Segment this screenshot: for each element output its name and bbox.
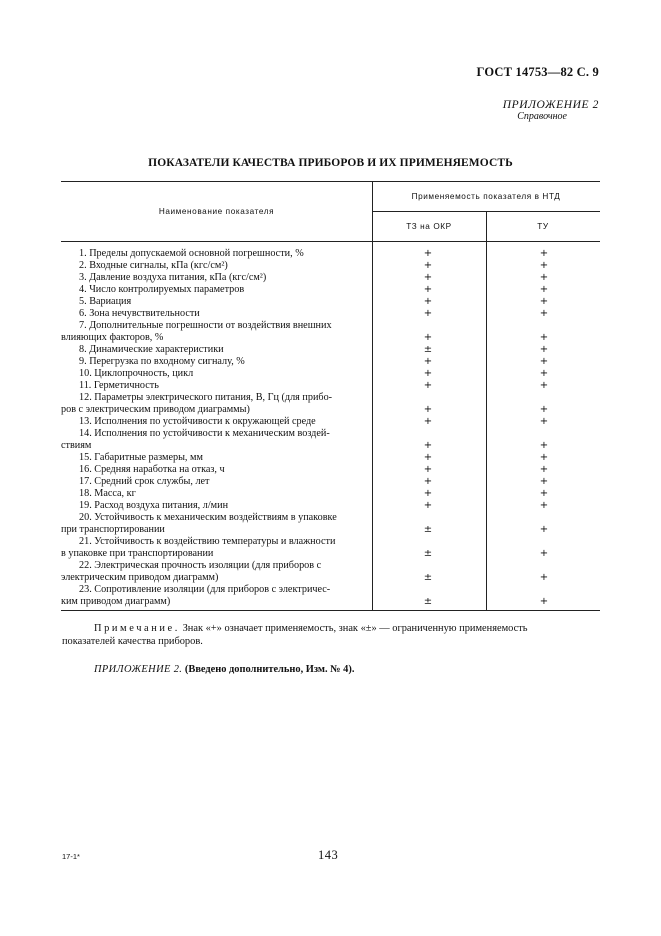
tu-applicability: + — [539, 368, 549, 379]
page-title: ПОКАЗАТЕЛИ КАЧЕСТВА ПРИБОРОВ И ИХ ПРИМЕНЯЕМОСТЬ — [148, 157, 513, 169]
table-row — [61, 380, 600, 392]
tu-applicability: + — [539, 416, 549, 427]
amendment-appendix-ref: ПРИЛОЖЕНИЕ 2. — [94, 664, 183, 675]
table-row — [61, 320, 600, 344]
tu-applicability: + — [539, 380, 549, 391]
indicator-name: 17. Средний срок службы, лет — [79, 476, 210, 487]
table-row — [61, 584, 600, 608]
tu-applicability: + — [539, 572, 549, 583]
tz-applicability: + — [423, 272, 433, 283]
tu-applicability: + — [539, 332, 549, 343]
indicator-name: 5. Вариация — [79, 296, 132, 307]
table-row — [61, 488, 600, 500]
header-bottom-rule — [61, 241, 600, 242]
tz-applicability: + — [423, 440, 433, 451]
appendix-label: ПРИЛОЖЕНИЕ 2 — [502, 99, 599, 111]
tu-applicability: + — [539, 308, 549, 319]
tz-applicability: ± — [423, 596, 433, 607]
tu-applicability: + — [539, 296, 549, 307]
tu-applicability: + — [539, 272, 549, 283]
header-indicator-name: Наименование показателя — [158, 207, 275, 216]
indicator-name: 11. Герметичность — [79, 380, 159, 391]
table-row — [61, 560, 600, 584]
table-top-rule — [61, 181, 600, 182]
tz-applicability: + — [423, 284, 433, 295]
indicator-name-continued: при транспортировании — [61, 524, 165, 535]
indicator-name: 14. Исполнения по устойчивости к механическим воздей- — [79, 428, 330, 439]
document-code: ГОСТ 14753—82 С. 9 — [476, 65, 599, 79]
quality-indicators-table — [61, 181, 600, 611]
amendment-text: (Введено дополнительно, Изм. № 4). — [184, 664, 355, 675]
tz-applicability: + — [423, 488, 433, 499]
indicator-name: 21. Устойчивость к воздействию температуры и влажности — [79, 536, 336, 547]
table-row — [61, 260, 600, 272]
tu-applicability: + — [539, 464, 549, 475]
tz-applicability: ± — [423, 548, 433, 559]
header-tz: ТЗ на ОКР — [406, 222, 452, 231]
tu-applicability: + — [539, 596, 549, 607]
tz-applicability: + — [423, 332, 433, 343]
tz-applicability: + — [423, 380, 433, 391]
tu-applicability: + — [539, 344, 549, 355]
tz-applicability: + — [423, 368, 433, 379]
table-row — [61, 428, 600, 452]
table-row — [61, 308, 600, 320]
table-row — [61, 452, 600, 464]
tz-applicability: ± — [423, 572, 433, 583]
indicator-name: 22. Электрическая прочность изоляции (для приборов с — [79, 560, 322, 571]
tz-applicability: + — [423, 464, 433, 475]
tz-applicability: + — [423, 476, 433, 487]
indicator-name: 18. Масса, кг — [79, 488, 136, 499]
indicator-name: 10. Циклопрочность, цикл — [79, 368, 194, 379]
indicator-name: 16. Средняя наработка на отказ, ч — [79, 464, 225, 475]
indicator-name: 19. Расход воздуха питания, л/мин — [79, 500, 229, 511]
note-text-line-2: показателей качества приборов. — [62, 636, 203, 647]
table-note — [94, 623, 528, 634]
table-row — [61, 296, 600, 308]
indicator-name: 9. Перегрузка по входному сигналу, % — [79, 356, 245, 367]
indicator-name-continued: ствиям — [61, 440, 92, 451]
tz-applicability: + — [423, 356, 433, 367]
table-row — [61, 512, 600, 536]
tu-applicability: + — [539, 500, 549, 511]
table-row — [61, 248, 600, 260]
indicator-name-continued: ров с электрическим приводом диаграммы) — [61, 404, 250, 415]
indicator-name: 3. Давление воздуха питания, кПа (кгс/см²) — [79, 272, 267, 283]
tu-applicability: + — [539, 524, 549, 535]
note-text-line-1: Знак «+» означает применяемость, знак «±» — ограниченную применяемость — [179, 623, 528, 634]
indicator-name: 15. Габаритные размеры, мм — [79, 452, 203, 463]
appendix-amendment — [94, 664, 354, 675]
footer-sheet-code: 17-1* — [62, 852, 80, 861]
indicator-name: 23. Сопротивление изоляции (для приборов с электричес- — [79, 584, 331, 595]
tu-applicability: + — [539, 284, 549, 295]
indicator-name: 6. Зона нечувствительности — [79, 308, 200, 319]
tu-applicability: + — [539, 452, 549, 463]
table-bottom-rule — [61, 610, 600, 611]
indicator-name: 12. Параметры электрического питания, В, Гц (для прибо- — [79, 392, 333, 403]
appendix-type: Справочное — [517, 111, 567, 122]
indicator-name: 4. Число контролируемых параметров — [79, 284, 245, 295]
header-applicability: Применяемость показателя в НТД — [411, 192, 561, 201]
tz-applicability: + — [423, 404, 433, 415]
tz-applicability: + — [423, 296, 433, 307]
table-row — [61, 344, 600, 356]
indicator-name-continued: влияющих факторов, % — [61, 332, 164, 343]
indicator-name: 1. Пределы допускаемой основной погрешности, % — [79, 248, 304, 259]
indicator-name-continued: в упаковке при транспортировании — [61, 548, 214, 559]
table-row — [61, 536, 600, 560]
table-row — [61, 356, 600, 368]
tu-applicability: + — [539, 248, 549, 259]
tu-applicability: + — [539, 476, 549, 487]
header-tu: ТУ — [537, 222, 549, 231]
tu-applicability: + — [539, 404, 549, 415]
tz-applicability: + — [423, 308, 433, 319]
tu-applicability: + — [539, 548, 549, 559]
table-row — [61, 476, 600, 488]
indicator-name: 2. Входные сигналы, кПа (кгс/см²) — [79, 260, 228, 271]
tz-applicability: + — [423, 260, 433, 271]
tz-applicability: + — [423, 248, 433, 259]
table-row — [61, 272, 600, 284]
note-label: Примечание. — [94, 623, 180, 634]
tu-applicability: + — [539, 356, 549, 367]
tu-applicability: + — [539, 488, 549, 499]
indicator-name-continued: электрическим приводом диаграмм) — [61, 572, 219, 583]
tz-applicability: + — [423, 500, 433, 511]
tz-applicability: + — [423, 452, 433, 463]
indicator-name: 20. Устойчивость к механическим воздействиям в упаковке — [79, 512, 337, 523]
indicator-name-continued: ким приводом диаграмм) — [61, 596, 171, 607]
indicator-name: 13. Исполнения по устойчивости к окружающей среде — [79, 416, 316, 427]
table-row — [61, 284, 600, 296]
tu-applicability: + — [539, 260, 549, 271]
tz-applicability: + — [423, 416, 433, 427]
indicator-name: 7. Дополнительные погрешности от воздействия внешних — [79, 320, 332, 331]
table-row — [61, 416, 600, 428]
page-number: 143 — [318, 848, 339, 862]
table-row — [61, 368, 600, 380]
table-row — [61, 500, 600, 512]
indicator-name: 8. Динамические характеристики — [79, 344, 224, 355]
table-row — [61, 392, 600, 416]
table-row — [61, 464, 600, 476]
tz-applicability: ± — [423, 524, 433, 535]
tu-applicability: + — [539, 440, 549, 451]
tz-applicability: ± — [423, 344, 433, 355]
